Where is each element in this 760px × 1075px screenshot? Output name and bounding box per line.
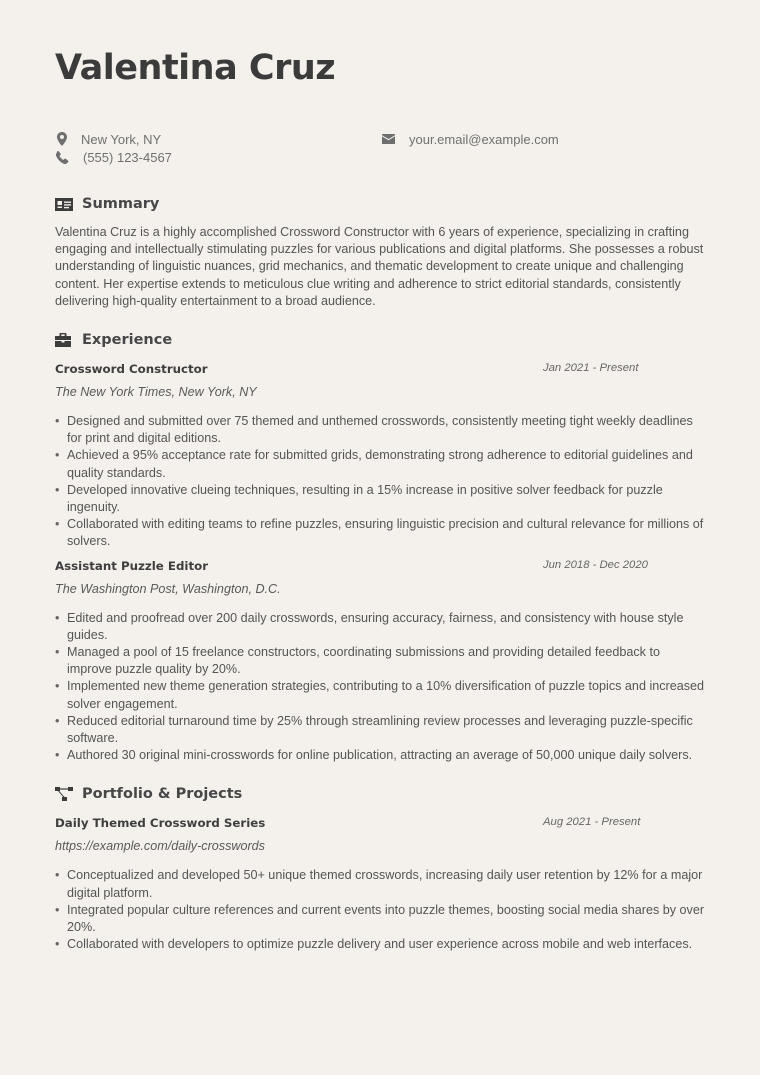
project-entry bbox=[55, 816, 705, 953]
project-bullets bbox=[55, 867, 705, 953]
summary-title: Summary bbox=[82, 196, 160, 212]
email-link[interactable]: your.email@example.com bbox=[409, 131, 559, 147]
project-title: Daily Themed Crossword Series bbox=[55, 816, 266, 831]
projects-title: Portfolio & Projects bbox=[82, 786, 243, 803]
job-date: Jun 2018 - Dec 2020 bbox=[543, 558, 648, 571]
projects-section bbox=[55, 784, 705, 953]
job-date: Jan 2021 - Present bbox=[543, 362, 639, 375]
bullet-item: • Managed a pool of 15 freelance constructors, coordinating submissions and providing detailed feedback to improve puzzle quality by 20%. bbox=[55, 644, 705, 678]
summary-section bbox=[55, 194, 705, 310]
project-diagram-icon bbox=[55, 786, 73, 802]
experience-heading bbox=[55, 330, 705, 350]
summary-heading bbox=[55, 194, 705, 214]
briefcase-icon bbox=[55, 332, 73, 348]
job-bullets bbox=[55, 610, 705, 765]
envelope-icon bbox=[381, 132, 395, 146]
id-card-icon bbox=[55, 196, 73, 212]
bullet-item: • Conceptualized and developed 50+ unique themed crosswords, increasing daily user retention by 12% for a major digital platform. bbox=[55, 867, 705, 901]
bullet-item: • Collaborated with developers to optimize puzzle delivery and user experience across mobile and web interfaces. bbox=[55, 936, 705, 953]
projects-heading bbox=[55, 784, 705, 804]
bullet-item: • Developed innovative clueing techniques, resulting in a 15% increase in positive solver feedback for puzzle ingenuity. bbox=[55, 482, 705, 516]
bullet-item: • Collaborated with editing teams to refine puzzles, ensuring linguistic precision and cultural relevance for millions of solvers. bbox=[55, 516, 705, 550]
phone-icon bbox=[55, 150, 69, 164]
summary-text: Valentina Cruz is a highly accomplished Crossword Constructor with 6 years of experience, specializing in crafting engaging and intellectually stimulating puzzles for various publications and digital platforms. She possesses a robust understanding of linguistic nuances, grid mechanics, and thematic development to create unique and challenging content. Her expertise extends to meticulous clue writing and adherence to strict editorial standards, consistently delivering high-quality entertainment to a broad audience. bbox=[55, 225, 704, 308]
job-organization: The Washington Post, Washington, D.C. bbox=[55, 581, 281, 596]
experience-title: Experience bbox=[82, 332, 173, 349]
contact-phone bbox=[55, 148, 172, 166]
contact-location bbox=[55, 130, 161, 148]
project-date: Aug 2021 - Present bbox=[543, 816, 641, 829]
candidate-name: Valentina Cruz bbox=[55, 48, 336, 88]
bullet-item: • Edited and proofread over 200 daily crosswords, ensuring accuracy, fairness, and consistency with house style guides. bbox=[55, 610, 705, 644]
bullet-item: • Designed and submitted over 75 themed and unthemed crosswords, consistently meeting tight weekly deadlines for print and digital editions. bbox=[55, 413, 705, 447]
bullet-item: • Integrated popular culture references and current events into puzzle themes, boosting social media shares by over 20%. bbox=[55, 902, 705, 936]
job-organization: The New York Times, New York, NY bbox=[55, 385, 257, 400]
map-pin-icon bbox=[55, 132, 69, 146]
bullet-item: • Authored 30 original mini-crosswords for online publication, attracting an average of 50,000 unique daily solvers. bbox=[55, 747, 705, 764]
project-link[interactable]: https://example.com/daily-crosswords bbox=[55, 839, 265, 854]
bullet-item: • Achieved a 95% acceptance rate for submitted grids, demonstrating strong adherence to editorial guidelines and quality standards. bbox=[55, 447, 705, 481]
phone-text: (555) 123-4567 bbox=[83, 149, 172, 165]
job-title: Assistant Puzzle Editor bbox=[55, 558, 209, 573]
location-text: New York, NY bbox=[81, 131, 162, 147]
experience-section bbox=[55, 330, 705, 764]
job-title: Crossword Constructor bbox=[55, 362, 208, 377]
bullet-item: • Implemented new theme generation strategies, contributing to a 10% diversification of puzzle topics and increased solver engagement. bbox=[55, 678, 705, 712]
bullet-item: • Reduced editorial turnaround time by 25% through streamlining review processes and leveraging puzzle-specific software. bbox=[55, 713, 705, 747]
job-entry bbox=[55, 362, 705, 551]
job-bullets bbox=[55, 413, 705, 551]
job-entry bbox=[55, 559, 705, 765]
contact-email bbox=[381, 130, 559, 148]
contact-info bbox=[55, 130, 705, 170]
